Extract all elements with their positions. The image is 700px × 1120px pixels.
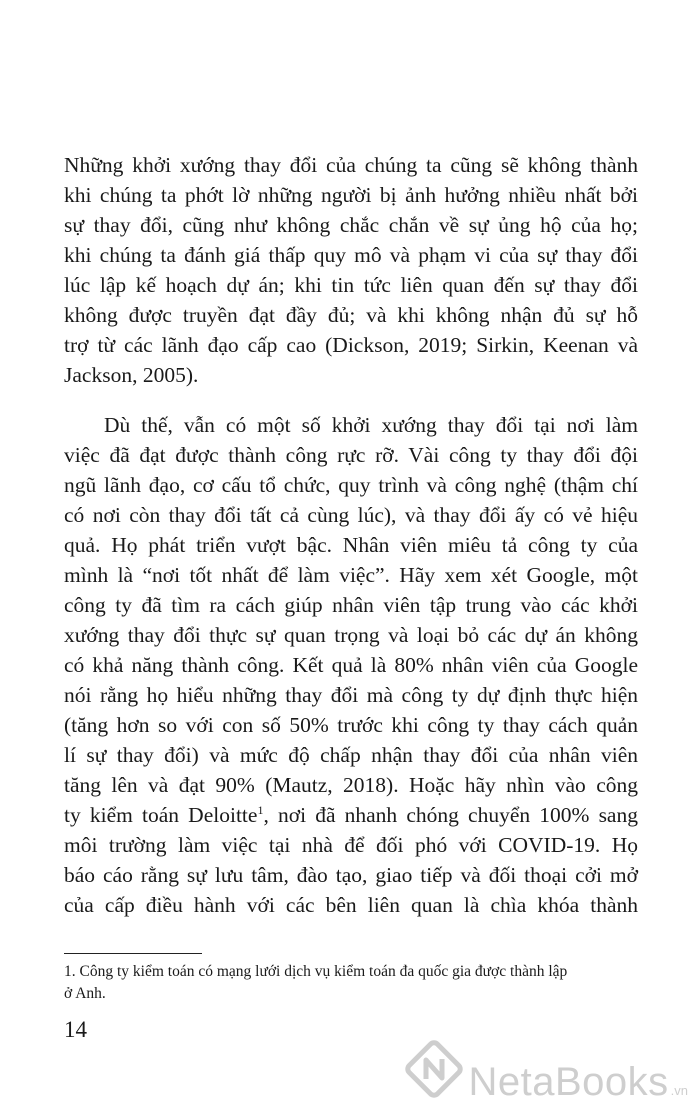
paragraph-2-line-7: công ty đã tìm ra cách giúp nhân viên tập trung vào các khởi [64, 593, 638, 617]
footnote-marker: 1 [257, 802, 264, 817]
paragraph-2-line-4: có nơi còn thay đổi tất cả cùng lúc), và thay đổi ấy có vẻ hiệu [64, 503, 638, 527]
paragraph-2-line-3: ngũ lãnh đạo, cơ cấu tổ chức, quy trình và công nghệ (thậm chí [64, 473, 638, 497]
deloitte-text: ty kiểm toán Deloitte [64, 803, 258, 827]
footnote-line-1: 1. Công ty kiểm toán có mạng lưới dịch vụ kiểm toán đa quốc gia được thành lập [64, 963, 568, 980]
paragraph-2-line-8: xướng thay đổi thực sự quan trọng và loại bỏ các dự án không [64, 623, 638, 647]
paragraph-1-line-7: trợ từ các lãnh đạo cấp cao (Dickson, 2019; Sirkin, Keenan và [64, 333, 638, 357]
paragraph-2-line-10: nói rằng họ hiểu những thay đổi mà công ty dự định thực hiện [64, 683, 638, 707]
paragraph-2-line-16: báo cáo rằng sự lưu tâm, đào tạo, giao tiếp và đối thoại cởi mở [64, 863, 638, 887]
paragraph-1-line-1: Những khởi xướng thay đổi của chúng ta cũng sẽ không thành [64, 153, 638, 177]
watermark-suffix: .vn [670, 1083, 688, 1098]
paragraph-2-line-17: của cấp điều hành với các bên liên quan là chìa khóa thành [64, 893, 638, 917]
paragraph-1-line-6: không được truyền đạt đầy đủ; và khi không nhận đủ sự hỗ [64, 303, 638, 327]
paragraph-2-line-6: mình là “nơi tốt nhất để làm việc”. Hãy xem xét Google, một [64, 563, 638, 587]
paragraph-2-line-15: môi trường làm việc tại nhà để đối phó với COVID-19. Họ [64, 833, 638, 857]
netabooks-watermark [404, 1039, 688, 1104]
paragraph-2-line-12: lí sự thay đổi) và mức độ chấp nhận thay đổi của nhân viên [64, 743, 638, 767]
page-number: 14 [64, 1017, 87, 1042]
deloitte-text-continued: , nơi đã nhanh chóng chuyển 100% sang [263, 803, 638, 827]
watermark-text: NetaBooks [468, 1060, 669, 1104]
netabooks-logo-icon [404, 1039, 468, 1104]
paragraph-2-line-5: quả. Họ phát triển vượt bậc. Nhân viên miêu tả công ty của [64, 533, 638, 557]
paragraph-2-line-11: (tăng hơn so với con số 50% trước khi công ty thay cách quản [64, 713, 638, 737]
paragraph-2-line-9: có khả năng thành công. Kết quả là 80% nhân viên của Google [64, 653, 638, 677]
paragraph-2-line-14 [64, 800, 638, 830]
paragraph-1-line-8: Jackson, 2005). [64, 363, 199, 387]
paragraph-1-line-5: lúc lập kế hoạch dự án; khi tin tức liên quan đến sự thay đổi [64, 273, 638, 297]
paragraph-2-line-1: Dù thế, vẫn có một số khởi xướng thay đổi tại nơi làm [104, 413, 638, 437]
paragraph-1-line-3: sự thay đổi, cũng như không chắc chắn về sự ủng hộ của họ; [64, 213, 638, 237]
paragraph-2-line-2: việc đã đạt được thành công rực rỡ. Vài công ty thay đổi đội [64, 443, 638, 467]
paragraph-1-line-4: khi chúng ta đánh giá thấp quy mô và phạm vi của sự thay đổi [64, 243, 638, 267]
footnote-line-2: ở Anh. [64, 985, 106, 1002]
paragraph-2-line-13: tăng lên và đạt 90% (Mautz, 2018). Hoặc hãy nhìn vào công [64, 773, 638, 797]
footnote-divider [64, 953, 202, 954]
paragraph-1-line-2: khi chúng ta phớt lờ những người bị ảnh hưởng nhiều nhất bởi [64, 183, 638, 207]
